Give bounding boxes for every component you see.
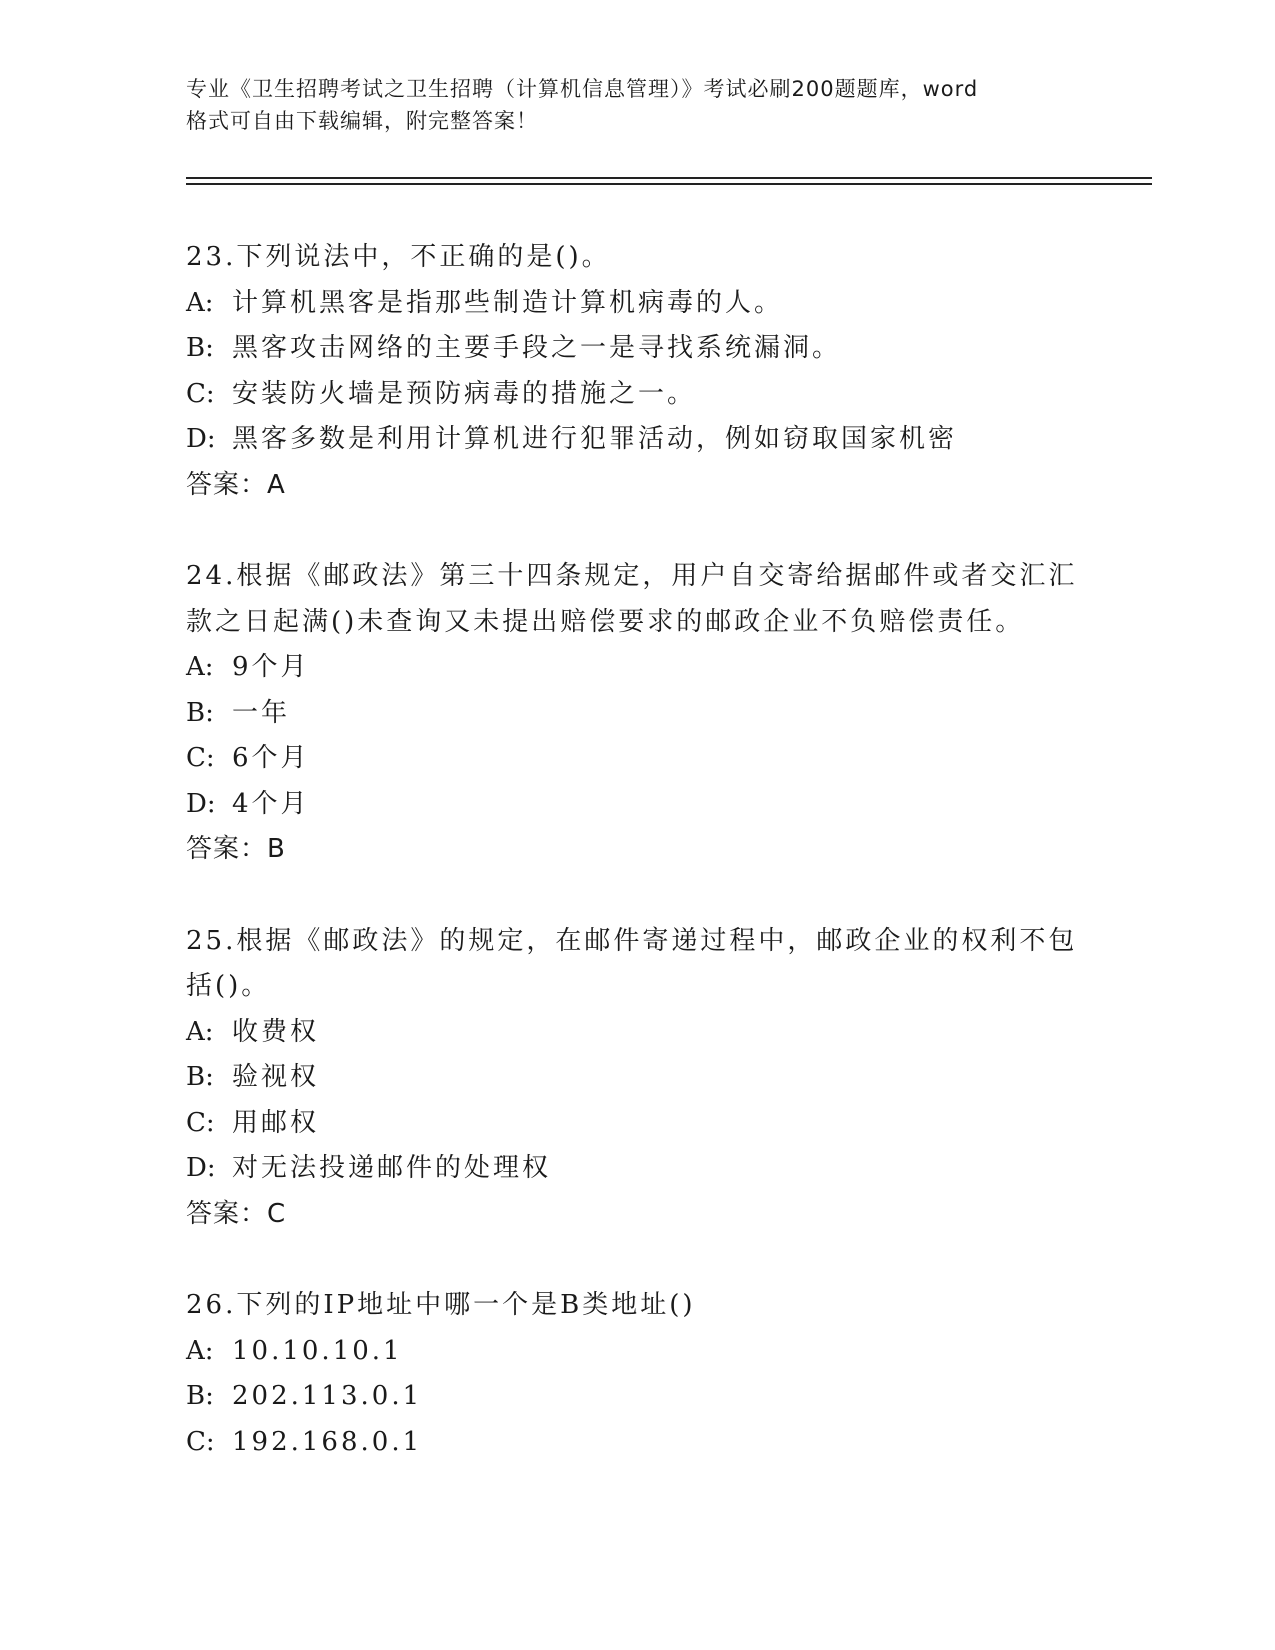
option-text: 202.113.0.1: [232, 1381, 423, 1411]
question-text: 25.根据《邮政法》的规定，在邮件寄递过程中，邮政企业的权利不包: [186, 925, 1078, 956]
option-text: 一年: [232, 697, 291, 728]
question-text: 26.下列的IP地址中哪一个是B类地址(): [186, 1290, 696, 1320]
option-c: [186, 736, 1086, 782]
option-b: [186, 691, 1086, 737]
option-b: [186, 1374, 1086, 1420]
option-label: D:: [186, 1153, 216, 1183]
option-d: [186, 1146, 1086, 1192]
option-b: [186, 1055, 1086, 1101]
header-line-2: 格式可自由下载编辑，附完整答案！: [186, 109, 538, 133]
answer-text: 答案：C: [186, 1198, 287, 1229]
option-label: A:: [186, 1335, 214, 1366]
option-c: [186, 1420, 1086, 1466]
option-text: 黑客攻击网络的主要手段之一是寻找系统漏洞。: [232, 333, 842, 363]
header-divider-bottom: [186, 183, 1152, 185]
option-label: A:: [186, 652, 214, 682]
option-label: B:: [186, 697, 214, 728]
option-label: A:: [186, 287, 214, 318]
header-line-1: 专业《卫生招聘考试之卫生招聘（计算机信息管理）》考试必刷200题题库，word: [186, 77, 979, 101]
header-divider-top: [186, 177, 1152, 179]
option-label: B:: [186, 333, 214, 363]
option-text: 9个月: [232, 652, 310, 682]
question-25: [186, 919, 1086, 1238]
question-text-continued: 款之日起满()未查询又未提出赔偿要求的邮政企业不负赔偿责任。: [186, 606, 1025, 637]
answer-text: 答案：A: [186, 469, 286, 500]
option-text: 6个月: [232, 743, 310, 773]
option-text: 用邮权: [232, 1107, 320, 1138]
option-d: [186, 417, 1086, 463]
option-text: 4个月: [232, 788, 310, 819]
option-text: 计算机黑客是指那些制造计算机病毒的人。: [232, 287, 784, 318]
option-text: 安装防火墙是预防病毒的措施之一。: [232, 378, 697, 409]
question-text-continued: 括()。: [186, 971, 271, 1001]
option-label: C:: [186, 378, 215, 409]
option-text: 黑客多数是利用计算机进行犯罪活动，例如窃取国家机密: [232, 424, 958, 454]
option-a: [186, 645, 1086, 691]
option-c: [186, 1101, 1086, 1147]
option-text: 对无法投递邮件的处理权: [232, 1153, 552, 1183]
option-label: B:: [186, 1381, 214, 1411]
option-a: [186, 1329, 1086, 1375]
question-24: [186, 554, 1086, 873]
question-23: [186, 235, 1086, 508]
option-label: C:: [186, 1426, 215, 1457]
option-a: [186, 281, 1086, 327]
option-label: C:: [186, 1107, 215, 1138]
question-text: 23.下列说法中，不正确的是()。: [186, 242, 611, 272]
option-text: 192.168.0.1: [232, 1426, 423, 1457]
option-label: B:: [186, 1062, 214, 1092]
option-label: A:: [186, 1016, 214, 1047]
option-b: [186, 326, 1086, 372]
question-list: [186, 235, 1086, 1511]
option-text: 验视权: [232, 1062, 320, 1092]
question-text: 24.根据《邮政法》第三十四条规定，用户自交寄给据邮件或者交汇汇: [186, 561, 1078, 591]
option-a: [186, 1010, 1086, 1056]
question-26: [186, 1283, 1086, 1465]
option-c: [186, 372, 1086, 418]
option-label: C:: [186, 743, 215, 773]
document-header: [186, 73, 1086, 137]
option-label: D:: [186, 788, 216, 819]
option-d: [186, 782, 1086, 828]
option-text: 收费权: [232, 1016, 320, 1047]
option-text: 10.10.10.1: [232, 1335, 403, 1366]
option-label: D:: [186, 424, 216, 454]
answer-text: 答案：B: [186, 834, 286, 864]
